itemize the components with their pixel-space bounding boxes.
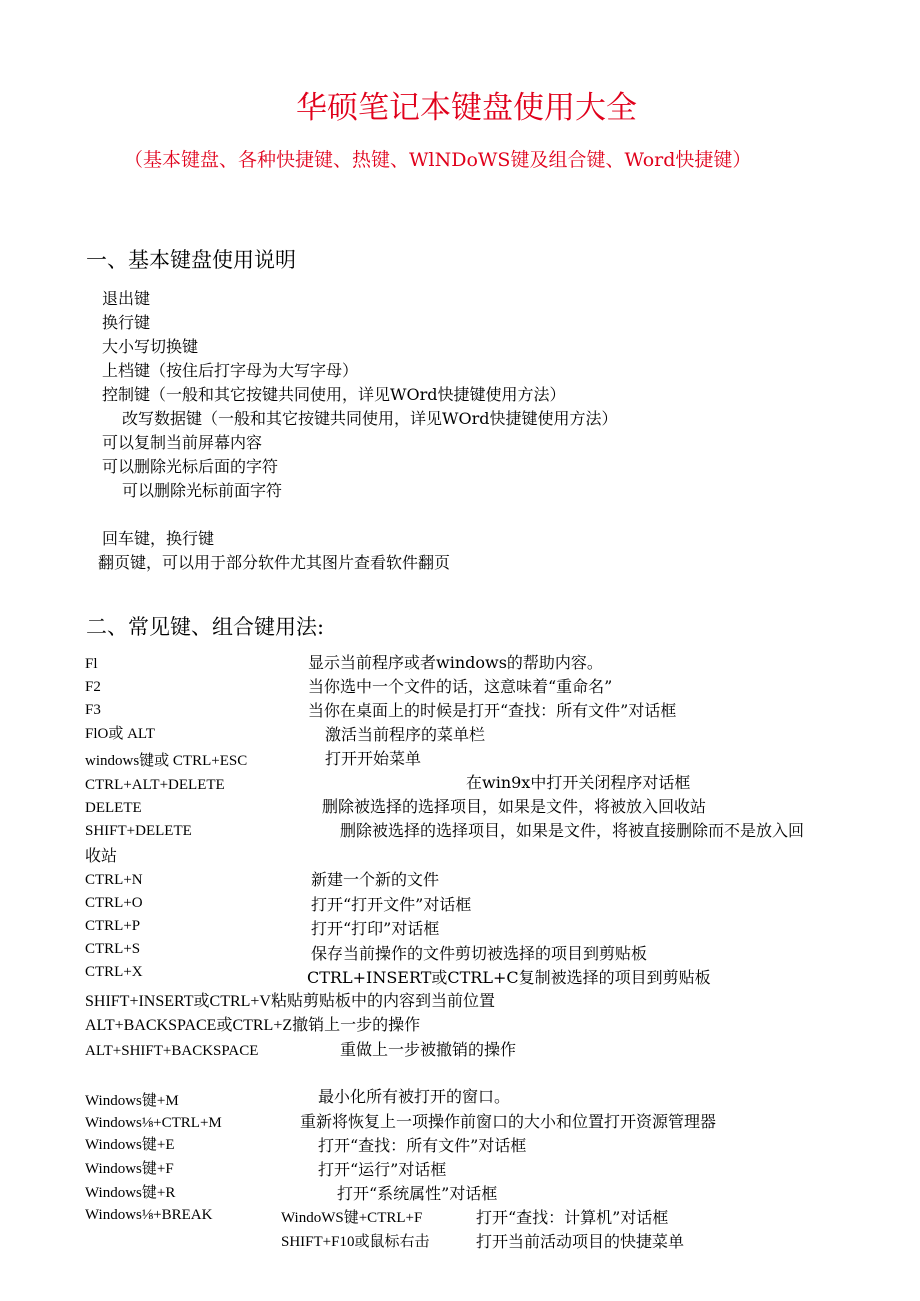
shortcut-description: CTRL+INSERT或CTRL+C复制被选择的项目到剪贴板 xyxy=(307,968,711,987)
windows-shortcut-description: 打开“系统属性”对话框 xyxy=(337,1184,498,1203)
shortcut-description: 删除被选择的选择项目，如果是文件，将被直接删除而不是放入回 xyxy=(340,821,805,840)
windows-shortcut-description: 打开“查找：所有文件”对话框 xyxy=(318,1136,527,1155)
shortcut-line: SHIFT+INSERT或CTRL+V粘贴剪贴板中的内容到当前位置 xyxy=(85,993,495,1010)
shortcut-key: Fl xyxy=(85,656,98,672)
section1-line: 改写数据键（一般和其它按键共同使用，详见WOrd快捷键使用方法） xyxy=(122,409,618,428)
windows-shortcut-description: 打开当前活动项目的快捷菜单 xyxy=(476,1232,685,1251)
shortcut-description: 打开“打印”对话框 xyxy=(311,919,440,938)
shortcut-description: 在win9x中打开关闭程序对话框 xyxy=(466,773,691,792)
shortcut-key: windows键或 CTRL+ESC xyxy=(85,753,248,769)
shortcut-description: 新建一个新的文件 xyxy=(311,870,440,889)
shortcut-description: 激活当前程序的菜单栏 xyxy=(325,725,486,744)
shortcut-key: CTRL+N xyxy=(85,872,143,888)
shortcut-key: CTRL+S xyxy=(85,941,141,957)
shortcut-description: 保存当前操作的文件剪切被选择的项目到剪贴板 xyxy=(311,944,648,963)
section1-line: 大小写切换键 xyxy=(102,337,199,356)
windows-shortcut-key: Windows键+R xyxy=(85,1185,176,1201)
shortcut-key: F2 xyxy=(85,679,101,695)
section1-line: 上档键（按住后打字母为大写字母） xyxy=(102,361,359,380)
page-subtitle: （基本键盘、各种快捷键、热键、WlNDoWS键及组合键、Word快捷键） xyxy=(124,149,752,171)
windows-shortcut-key: Windows⅛+BREAK xyxy=(85,1207,213,1223)
section1-line: 控制键（一般和其它按键共同使用，详见WOrd快捷键使用方法） xyxy=(102,385,566,404)
windows-shortcut-key: WindoWS键+CTRL+F xyxy=(281,1210,423,1226)
section1-line: 回车键，换行键 xyxy=(102,529,215,548)
windows-shortcut-key: Windows键+E xyxy=(85,1137,175,1153)
section1-line: 翻页键，可以用于部分软件尤其图片查看软件翻页 xyxy=(98,553,451,572)
windows-shortcut-description: 打开“运行”对话框 xyxy=(318,1160,447,1179)
shortcut-description: 打开“打开文件”对话框 xyxy=(311,895,472,914)
shortcut-description: 删除被选择的选择项目，如果是文件，将被放入回收站 xyxy=(322,797,707,816)
page-title: 华硕笔记本键盘使用大全 xyxy=(296,90,637,126)
section1-line: 可以删除光标后面的字符 xyxy=(102,457,279,476)
shortcut-key: SHIFT+DELETE xyxy=(85,823,192,839)
shortcut-key: ALT+SHIFT+BACKSPACE xyxy=(85,1043,259,1059)
shortcut-line: ALT+BACKSPACE或CTRL+Z撤销上一步的操作 xyxy=(85,1017,421,1034)
windows-shortcut-description: 重新将恢复上一项操作前窗口的大小和位置打开资源管理器 xyxy=(300,1112,717,1131)
shortcut-description: 当你在桌面上的时候是打开“查找：所有文件”对话框 xyxy=(308,701,677,720)
shortcut-key: CTRL+P xyxy=(85,918,141,934)
windows-shortcut-description: 打开“查找：计算机”对话框 xyxy=(476,1208,669,1227)
section1-line: 可以复制当前屏幕内容 xyxy=(102,433,263,452)
section1-line: 换行键 xyxy=(102,313,151,332)
shortcut-description: 重做上一步被撤销的操作 xyxy=(340,1040,517,1059)
windows-shortcut-key: Windows⅛+CTRL+M xyxy=(85,1115,222,1131)
shortcut-description: 显示当前程序或者windows的帮助内容。 xyxy=(308,653,603,672)
shortcut-key: DELETE xyxy=(85,800,142,816)
section1-heading: 一、基本键盘使用说明 xyxy=(86,248,296,272)
windows-shortcut-key: Windows键+M xyxy=(85,1093,179,1109)
windows-shortcut-description: 最小化所有被打开的窗口。 xyxy=(318,1087,511,1106)
shortcut-description: 当你选中一个文件的话，这意味着“重命名” xyxy=(308,677,613,696)
windows-shortcut-key: Windows键+F xyxy=(85,1161,174,1177)
section1-line: 可以删除光标前面字符 xyxy=(122,481,283,500)
section1-line: 退出键 xyxy=(102,289,151,308)
windows-shortcut-key: SHIFT+F10或鼠标右击 xyxy=(281,1234,430,1250)
shortcut-key: CTRL+ALT+DELETE xyxy=(85,777,225,793)
shortcut-key: FlO或 ALT xyxy=(85,726,155,742)
shortcut-description: 打开开始菜单 xyxy=(325,749,422,768)
shortcut-description: 收站 xyxy=(85,846,118,865)
shortcut-key: F3 xyxy=(85,702,101,718)
shortcut-key: CTRL+O xyxy=(85,895,143,911)
shortcut-key: CTRL+X xyxy=(85,964,143,980)
section2-heading: 二、常见键、组合键用法: xyxy=(86,615,325,639)
